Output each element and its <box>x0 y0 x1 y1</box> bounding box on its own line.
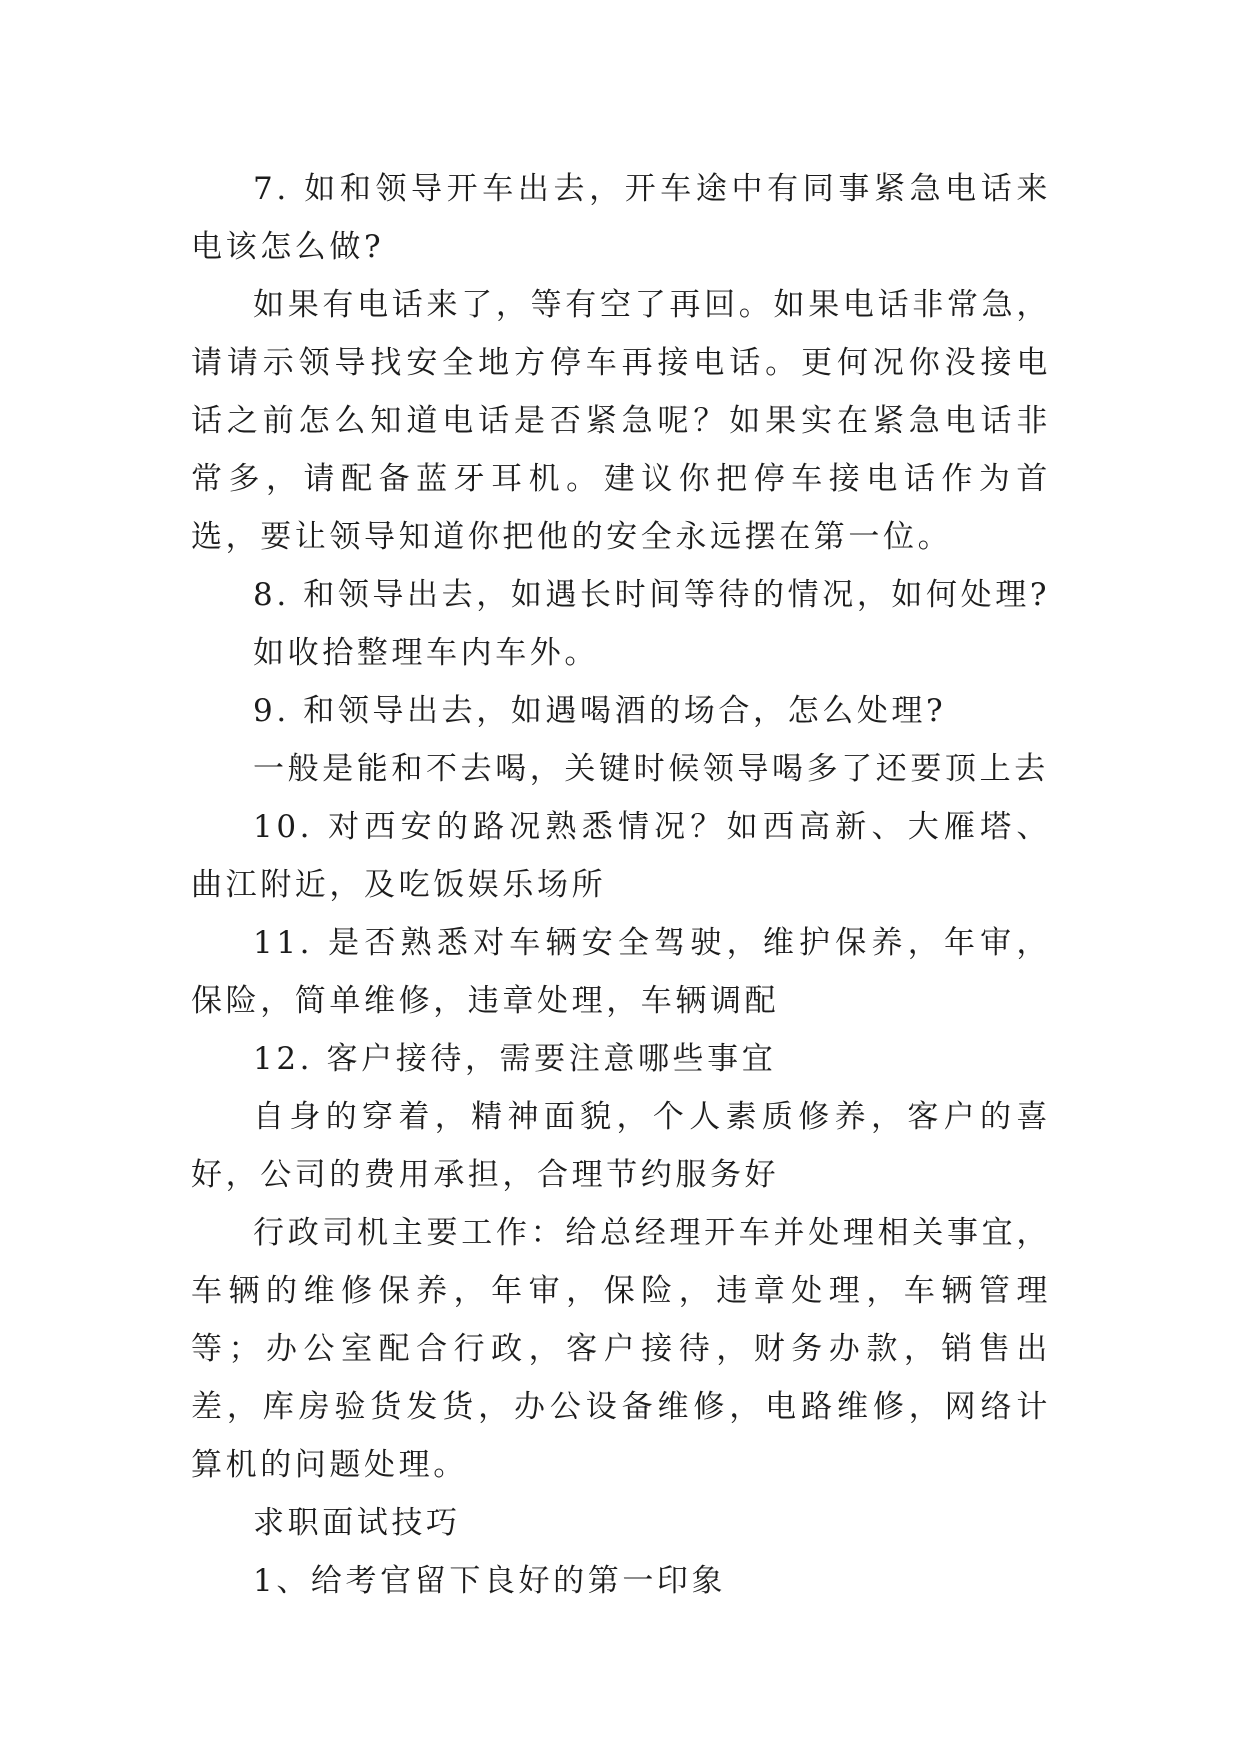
section-heading: 求职面试技巧 <box>253 1505 461 1541</box>
question-8: 8. 和领导出去，如遇长时间等待的情况，如何处理? <box>253 577 1051 613</box>
answer-9: 一般是能和不去喝，关键时候领导喝多了还要顶上去 <box>253 751 1049 787</box>
job-duties-paragraph: 行政司机主要工作：给总经理开车并处理相关事宜，车辆的维修保养，年审，保险，违章处理，车辆管理等；办公室配合行政，客户接待，财务办款，销售出差，库房验货发货，办公设备维修，电路维修，网络计算机的问题处理。 <box>191 1215 1051 1483</box>
tip-1: 1、给考官留下良好的第一印象 <box>253 1563 727 1599</box>
question-12: 12. 客户接待，需要注意哪些事宜 <box>253 1041 777 1077</box>
question-9: 9. 和领导出去，如遇喝酒的场合，怎么处理? <box>253 693 947 729</box>
answer-12: 自身的穿着，精神面貌，个人素质修养，客户的喜好，公司的费用承担，合理节约服务好 <box>191 1099 1051 1193</box>
answer-7: 如果有电话来了，等有空了再回。如果电话非常急，请请示领导找安全地方停车再接电话。更何况你没接电话之前怎么知道电话是否紧急呢？如果实在紧急电话非常多，请配备蓝牙耳机。建议你把停车接电话作为首选，要让领导知道你把他的安全永远摆在第一位。 <box>191 287 1051 555</box>
question-11: 11. 是否熟悉对车辆安全驾驶，维护保养，年审，保险，简单维修，违章处理，车辆调配 <box>191 925 1051 1019</box>
question-7: 7. 如和领导开车出去，开车途中有同事紧急电话来电该怎么做? <box>191 171 1051 265</box>
document-body <box>191 160 1051 1610</box>
answer-8: 如收拾整理车内车外。 <box>253 635 599 671</box>
question-10: 10. 对西安的路况熟悉情况？如西高新、大雁塔、曲江附近，及吃饭娱乐场所 <box>191 809 1051 903</box>
